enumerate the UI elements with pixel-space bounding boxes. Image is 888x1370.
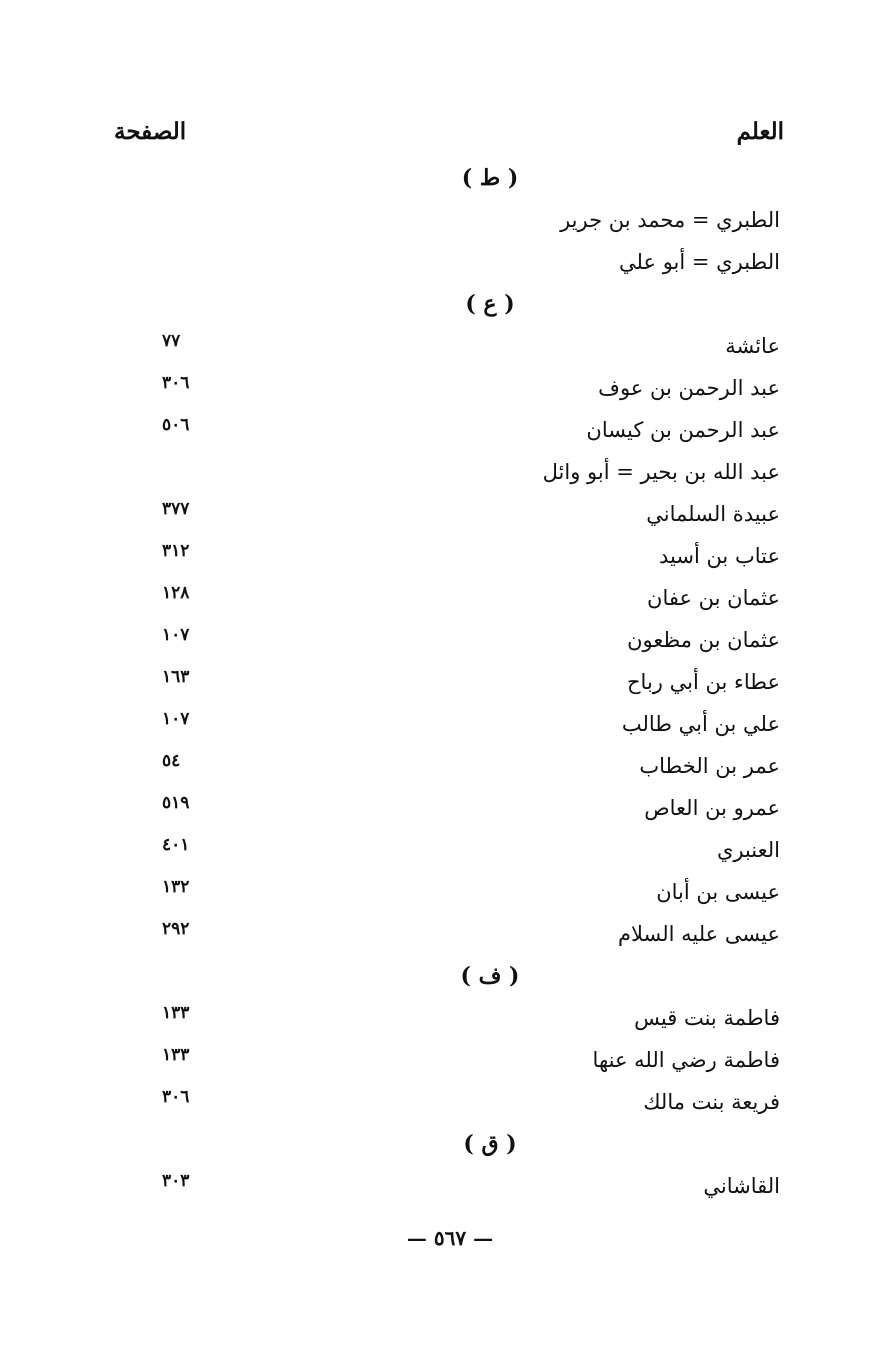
section-letter-fa: ( ف )	[460, 963, 520, 989]
index-entry	[100, 415, 780, 458]
index-entry	[100, 751, 780, 794]
index-entry	[100, 877, 780, 920]
entry-name: عبيدة السلماني	[646, 502, 780, 526]
index-entry	[100, 541, 780, 584]
entry-page: ١٣٣	[162, 1045, 190, 1065]
index-entry	[100, 709, 780, 752]
entry-name: عتاب بن أسيد	[658, 544, 780, 568]
entry-page: ١٠٧	[162, 709, 190, 729]
entry-page: ٤٠١	[162, 835, 190, 855]
entry-page: ١٢٨	[162, 583, 190, 603]
entry-name: عطاء بن أبي رباح	[626, 670, 780, 694]
entry-page: ١٣٢	[162, 877, 190, 897]
entry-page: ١٠٧	[162, 625, 190, 645]
entry-name: عيسى عليه السلام	[617, 922, 780, 946]
entry-page: ٧٧	[162, 331, 181, 351]
name-column-header: العلم	[736, 118, 784, 145]
index-entry	[100, 460, 780, 500]
index-entry	[100, 1171, 780, 1214]
entry-page: ١٣٣	[162, 1003, 190, 1023]
index-entry	[100, 1045, 780, 1088]
index-entry	[100, 208, 780, 248]
entry-name: فاطمة رضي الله عنها	[592, 1048, 780, 1072]
entry-page: ١٦٣	[162, 667, 190, 687]
index-entry	[100, 331, 780, 374]
index-entry	[100, 250, 780, 290]
entry-name: عمر بن الخطاب	[639, 754, 780, 778]
index-entry	[100, 919, 780, 962]
entry-name: العنبري	[716, 838, 780, 862]
index-entry	[100, 793, 780, 836]
index-entry	[100, 625, 780, 668]
entry-name: الطبري = محمد بن جرير	[560, 208, 780, 232]
entry-page: ٥١٩	[162, 793, 190, 813]
index-entry	[100, 1087, 780, 1130]
entry-page: ٣١٢	[162, 541, 190, 561]
page-column-header: الصفحة	[114, 118, 187, 145]
entry-name: عيسى بن أبان	[656, 880, 780, 904]
entry-name: علي بن أبي طالب	[621, 712, 780, 736]
entry-page: ٥٤	[162, 751, 181, 771]
entry-name: عبد الله بن بحير = أبو وائل	[542, 460, 780, 484]
index-entry	[100, 499, 780, 542]
index-entry	[100, 1003, 780, 1046]
entry-page: ٢٩٢	[162, 919, 190, 939]
entry-name: عثمان بن عفان	[647, 586, 780, 610]
entry-page: ٣٧٧	[162, 499, 190, 519]
entry-name: عبد الرحمن بن عوف	[598, 376, 780, 400]
entry-page: ٣٠٦	[162, 373, 190, 393]
section-letter-ayn: ( ع )	[465, 291, 515, 317]
entry-page: ٥٠٦	[162, 415, 190, 435]
entry-name: عبد الرحمن بن كيسان	[586, 418, 780, 442]
entry-name: فريعة بنت مالك	[643, 1090, 780, 1114]
index-entry	[100, 835, 780, 878]
index-entry	[100, 373, 780, 416]
index-entry	[100, 667, 780, 710]
entry-name: القاشاني	[703, 1174, 780, 1198]
entry-page: ٣٠٦	[162, 1087, 190, 1107]
section-letter-ta: ( ط )	[461, 165, 519, 191]
section-letter-qaf: ( ق )	[463, 1131, 517, 1157]
index-entry	[100, 583, 780, 626]
entry-name: عثمان بن مظعون	[627, 628, 780, 652]
entry-name: عائشة	[725, 334, 780, 358]
entry-page: ٣٠٣	[162, 1171, 190, 1191]
page-number: — ٥٦٧ —	[406, 1226, 494, 1250]
entry-name: الطبري = أبو علي	[619, 250, 780, 274]
entry-name: عمرو بن العاص	[644, 796, 780, 820]
entry-name: فاطمة بنت قيس	[634, 1006, 780, 1030]
